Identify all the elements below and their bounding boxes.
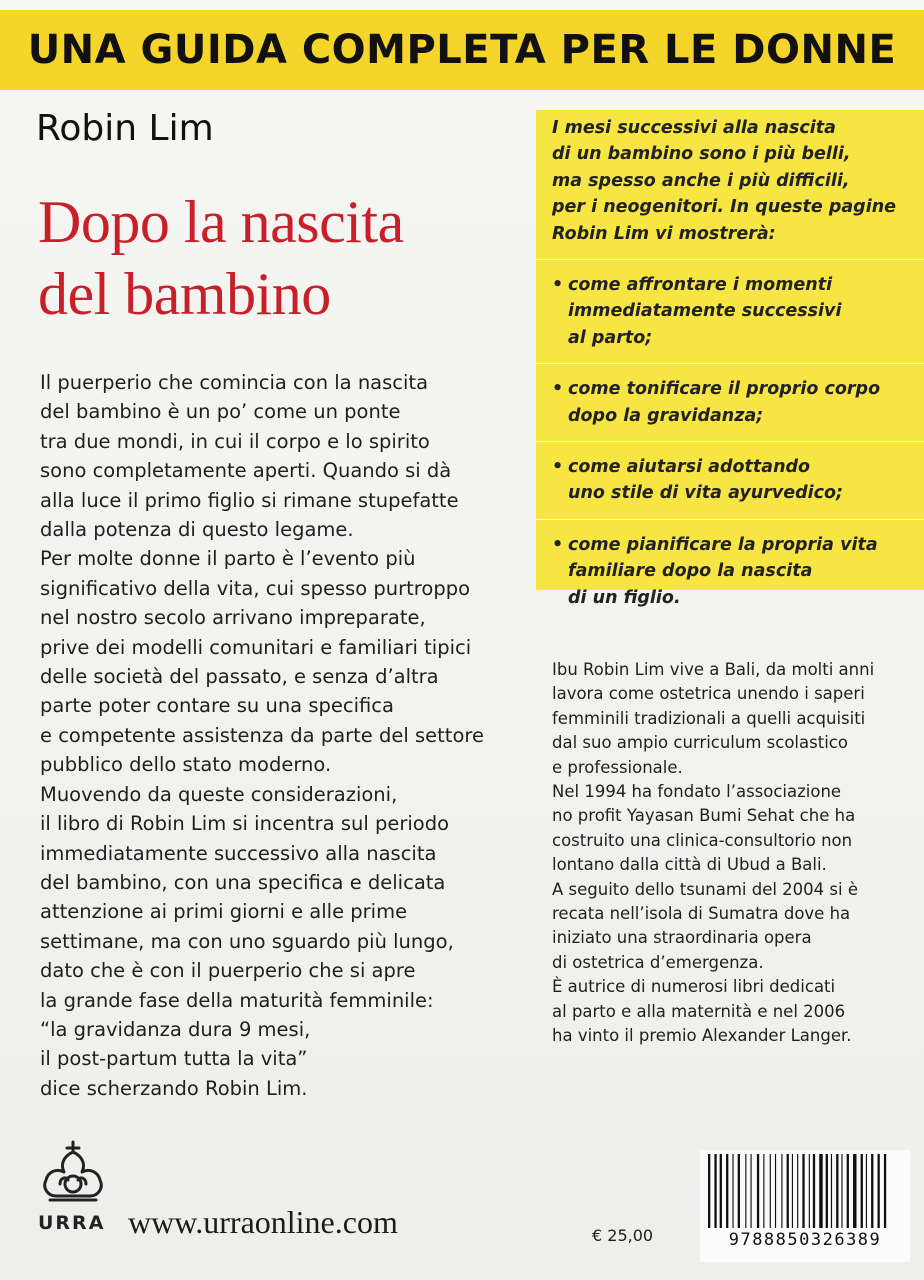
barcode-bar bbox=[745, 1154, 746, 1228]
barcode-bar bbox=[861, 1154, 863, 1228]
isbn-barcode bbox=[700, 1150, 910, 1262]
bio-line: lontano dalla città di Ubud a Bali. bbox=[552, 855, 827, 875]
book-price: € 25,00 bbox=[592, 1226, 654, 1245]
barcode-bar bbox=[878, 1154, 880, 1228]
description-line: prive dei modelli comunitari e familiari tipici bbox=[40, 635, 472, 659]
barcode-bar bbox=[819, 1154, 822, 1228]
description-line: dato che è con il puerperio che si apre bbox=[40, 959, 416, 983]
description-line: Per molte donne il parto è l’evento più bbox=[40, 547, 416, 571]
description-line: immediatamente successivo alla nascita bbox=[40, 841, 437, 865]
bio-line: femminili tradizionali a quelli acquisiti bbox=[552, 708, 866, 728]
description-line: significativo della vita, cui spesso purtroppo bbox=[40, 576, 471, 600]
book-title bbox=[38, 186, 404, 330]
description-line: pubblico dello stato moderno. bbox=[40, 753, 332, 777]
bio-line: recata nell’isola di Sumatra dove ha bbox=[552, 904, 851, 924]
description-line: dice scherzando Robin Lim. bbox=[40, 1076, 308, 1100]
book-title-line: Dopo la nascita bbox=[38, 189, 404, 255]
highlight-bullet-line: uno stile di vita ayurvedico; bbox=[568, 483, 844, 504]
barcode-bar bbox=[781, 1154, 782, 1228]
bio-line: Ibu Robin Lim vive a Bali, da molti anni bbox=[552, 660, 875, 679]
barcode-bars bbox=[700, 1150, 910, 1230]
barcode-bar bbox=[775, 1154, 776, 1228]
bio-line: A seguito dello tsunami del 2004 si è bbox=[552, 879, 858, 899]
highlight-bullet-line: • come tonificare il proprio corpo bbox=[568, 379, 881, 400]
barcode-bar bbox=[763, 1154, 764, 1228]
barcode-bar bbox=[836, 1154, 838, 1228]
description-line: Il puerperio che comincia con la nascita bbox=[40, 371, 429, 394]
bio-line: lavora come ostetrica unendo i saperi bbox=[552, 684, 865, 704]
divider bbox=[536, 259, 924, 260]
description-line: attenzione ai primi giorni e alle prime bbox=[40, 900, 408, 924]
barcode-bar bbox=[813, 1154, 815, 1228]
description-line: Muovendo da queste considerazioni, bbox=[40, 782, 398, 806]
bio-line: di ostetrica d’emergenza. bbox=[552, 952, 764, 972]
barcode-bar bbox=[871, 1154, 873, 1228]
barcode-bar bbox=[866, 1154, 867, 1228]
barcode-bar bbox=[826, 1154, 828, 1228]
description-line: dalla potenza di questo legame. bbox=[40, 518, 354, 542]
bio-line: e professionale. bbox=[552, 757, 683, 777]
description-line: settimane, ma con uno sguardo più lungo, bbox=[40, 929, 454, 953]
divider bbox=[536, 363, 924, 364]
barcode-bar bbox=[792, 1154, 793, 1228]
description-line: “la gravidanza dura 9 mesi, bbox=[40, 1017, 311, 1041]
highlight-bullet bbox=[552, 454, 916, 507]
description-line: il post-partum tutta la vita” bbox=[40, 1047, 308, 1071]
highlight-bullet-line: • come pianificare la propria vita bbox=[568, 534, 878, 555]
book-title-line: del bambino bbox=[38, 261, 331, 327]
bio-line: no profit Yayasan Bumi Sehat che ha bbox=[552, 806, 856, 826]
highlight-bullet bbox=[552, 272, 916, 351]
isbn-number: 9788850326389 bbox=[728, 1230, 882, 1250]
highlights-intro-line: Robin Lim vi mostrerà: bbox=[552, 223, 776, 244]
bio-line: È autrice di numerosi libri dedicati bbox=[552, 977, 836, 997]
series-banner-text: UNA GUIDA COMPLETA PER LE DONNE bbox=[27, 27, 897, 73]
barcode-bar bbox=[853, 1154, 856, 1228]
divider bbox=[536, 519, 924, 520]
description-line: del bambino è un po’ come un ponte bbox=[40, 400, 401, 424]
barcode-bar bbox=[720, 1154, 722, 1228]
barcode-bar bbox=[714, 1154, 716, 1228]
barcode-bar bbox=[757, 1154, 759, 1228]
barcode-bar bbox=[726, 1154, 728, 1228]
bio-line: costruito una clinica-consultorio non bbox=[552, 830, 853, 850]
bio-line: ha vinto il premio Alexander Langer. bbox=[552, 1026, 852, 1046]
barcode-bar bbox=[738, 1154, 740, 1228]
bio-line: Nel 1994 ha fondato l’associazione bbox=[552, 782, 842, 802]
description-line: parte poter contare su una specifica bbox=[40, 694, 394, 718]
highlights-intro-line: I mesi successivi alla nascita bbox=[552, 118, 836, 138]
author-name: Robin Lim bbox=[36, 108, 214, 149]
barcode-bar bbox=[809, 1154, 810, 1228]
barcode-bar bbox=[708, 1154, 710, 1228]
book-description bbox=[40, 368, 484, 1103]
description-line: e competente assistenza da parte del settore bbox=[40, 723, 484, 747]
highlights-intro-line: di un bambino sono i più belli, bbox=[552, 144, 851, 165]
description-line: sono completamente aperti. Quando si dà bbox=[40, 459, 452, 483]
bio-line: dal suo ampio curriculum scolastico bbox=[552, 733, 848, 753]
publisher-website-link[interactable]: www.urraonline.com bbox=[128, 1204, 398, 1240]
bio-line: al parto e alla maternità e nel 2006 bbox=[552, 1001, 846, 1021]
barcode-bar bbox=[770, 1154, 771, 1228]
highlights-intro-line: ma spesso anche i più difficili, bbox=[552, 170, 850, 191]
highlight-bullet bbox=[552, 376, 916, 429]
publisher-name: URRA bbox=[38, 1212, 106, 1234]
barcode-bar bbox=[802, 1154, 804, 1228]
highlights-intro bbox=[552, 115, 916, 247]
divider bbox=[536, 441, 924, 442]
highlight-bullet-line: immediatamente successivi bbox=[568, 301, 842, 322]
barcode-bar bbox=[751, 1154, 752, 1228]
description-line: alla luce il primo figlio si rimane stupefatte bbox=[40, 488, 459, 512]
highlight-bullet bbox=[552, 532, 916, 611]
highlights-box bbox=[536, 110, 924, 608]
description-line: nel nostro secolo arrivano impreparate, bbox=[40, 606, 426, 630]
highlight-bullet-line: • come affrontare i momenti bbox=[568, 275, 833, 296]
author-bio bbox=[552, 658, 874, 1049]
description-line: tra due mondi, in cui il corpo e lo spirito bbox=[40, 429, 430, 453]
highlight-bullet-line: di un figlio. bbox=[568, 587, 681, 608]
series-banner bbox=[0, 10, 924, 90]
description-line: la grande fase della maturità femminile: bbox=[40, 988, 434, 1012]
bio-line: iniziato una straordinaria opera bbox=[552, 928, 812, 948]
barcode-bar bbox=[787, 1154, 789, 1228]
description-line: delle società del passato, e senza d’altra bbox=[40, 665, 439, 689]
barcode-bar bbox=[797, 1154, 798, 1228]
highlights-intro-line: per i neogenitori. In queste pagine bbox=[552, 197, 897, 218]
description-line: del bambino, con una specifica e delicata bbox=[40, 870, 446, 894]
barcode-bar bbox=[841, 1154, 842, 1228]
highlight-bullet-line: • come aiutarsi adottando bbox=[568, 457, 811, 478]
barcode-bar bbox=[732, 1154, 733, 1228]
barcode-bar bbox=[847, 1154, 849, 1228]
description-line: il libro di Robin Lim si incentra sul periodo bbox=[40, 812, 450, 836]
barcode-bar bbox=[831, 1154, 832, 1228]
highlight-bullet-line: familiare dopo la nascita bbox=[568, 561, 813, 582]
highlight-bullet-line: dopo la gravidanza; bbox=[568, 405, 764, 426]
barcode-bar bbox=[884, 1154, 886, 1228]
highlight-bullet-line: al parto; bbox=[568, 327, 653, 348]
